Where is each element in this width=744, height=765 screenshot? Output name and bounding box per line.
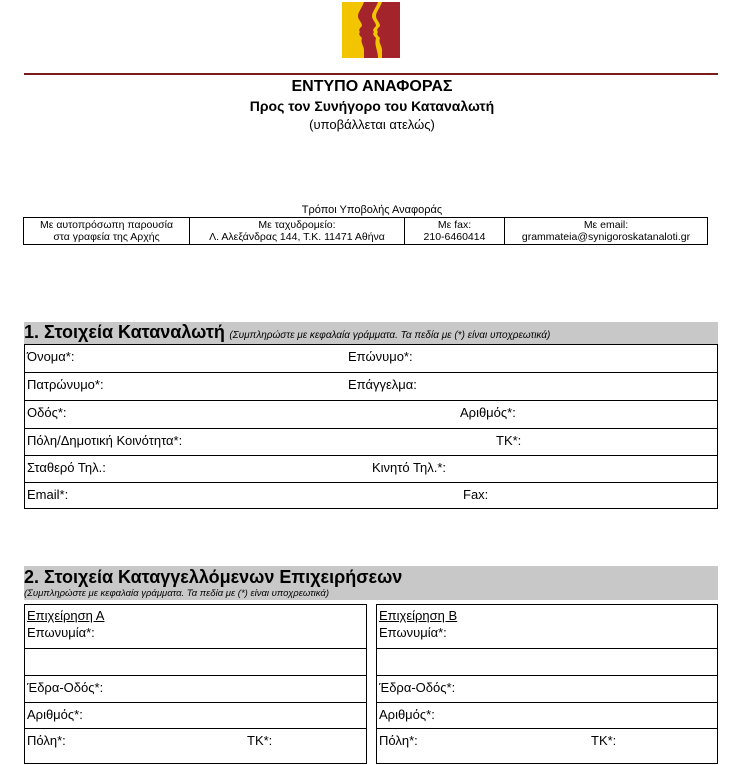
business-b-name-row xyxy=(377,605,717,648)
form-subtitle: Προς τον Συνήγορο του Καταναλωτή xyxy=(249,98,495,114)
street-field[interactable]: Οδός*: xyxy=(27,405,67,420)
section1-header xyxy=(24,322,718,344)
row-phones xyxy=(25,455,717,482)
business-a-number-field[interactable]: Αριθμός*: xyxy=(27,707,83,722)
row-father-profession xyxy=(25,372,717,400)
street-number-field[interactable]: Αριθμός*: xyxy=(460,405,516,420)
business-a-city-row xyxy=(25,728,366,765)
section2-instructions: (Συμπληρώστε με κεφαλαία γράμματα. Τα πεδία με (*) είναι υποχρεωτικά) xyxy=(24,588,329,599)
business-a-street-row xyxy=(25,675,366,702)
section1-instructions: (Συμπληρώστε με κεφαλαία γράμματα. Τα πεδία με (*) είναι υποχρεωτικά) xyxy=(229,330,551,341)
row-email-fax xyxy=(25,482,717,508)
business-b-name-extra-row[interactable] xyxy=(377,648,717,675)
method-post: Με ταχυδρομείο: Λ. Αλεξάνδρας 144, Τ.Κ. 11471 Αθήνα xyxy=(190,218,405,245)
last-name-field[interactable]: Επώνυμο*: xyxy=(348,349,413,364)
business-b-postcode-field[interactable]: ΤΚ*: xyxy=(591,733,617,748)
business-b-city-row xyxy=(377,728,717,765)
business-a-city-field[interactable]: Πόλη*: xyxy=(27,733,66,748)
city-field[interactable]: Πόλη/Δημοτική Κοινότητα*: xyxy=(27,433,183,448)
postcode-field[interactable]: ΤΚ*: xyxy=(496,433,522,448)
form-title: ΕΝΤΥΠΟ ΑΝΑΦΟΡΑΣ xyxy=(291,78,453,95)
landline-field[interactable]: Σταθερό Τηλ.: xyxy=(27,460,106,475)
business-b-name-field[interactable]: Επωνυμία*: xyxy=(379,625,447,640)
submission-methods-label: Τρόποι Υποβολής Αναφοράς xyxy=(301,204,443,216)
business-a-postcode-field[interactable]: ΤΚ*: xyxy=(247,733,273,748)
section2-header xyxy=(24,566,718,600)
business-a-name-field[interactable]: Επωνυμία*: xyxy=(27,625,95,640)
consumer-details-form xyxy=(24,344,718,509)
business-b-number-field[interactable]: Αριθμός*: xyxy=(379,707,435,722)
fax-field[interactable]: Fax: xyxy=(463,487,489,502)
business-b-form xyxy=(376,604,718,764)
row-address xyxy=(25,400,717,428)
business-b-number-row xyxy=(377,702,717,728)
fathers-name-field[interactable]: Πατρώνυμο*: xyxy=(27,377,104,392)
mobile-field[interactable]: Κινητό Τηλ.*: xyxy=(372,460,447,475)
form-note: (υποβάλλεται ατελώς) xyxy=(309,117,435,132)
profession-field[interactable]: Επάγγελμα: xyxy=(348,377,417,392)
consumer-ombudsman-logo xyxy=(342,2,400,58)
business-b-city-field[interactable]: Πόλη*: xyxy=(379,733,418,748)
business-b-street-row xyxy=(377,675,717,702)
section2-title: 2. Στοιχεία Καταγγελλόμενων Επιχειρήσεων xyxy=(24,567,403,587)
business-a-street-field[interactable]: Έδρα-Οδός*: xyxy=(27,680,104,695)
section1-title: 1. Στοιχεία Καταναλωτή xyxy=(24,322,225,342)
row-city xyxy=(25,428,717,455)
business-a-number-row xyxy=(25,702,366,728)
business-b-heading: Επιχείρηση Β xyxy=(379,608,458,623)
method-fax: Με fax: 210-6460414 xyxy=(405,218,505,245)
business-a-name-row xyxy=(25,605,366,648)
email-field[interactable]: Email*: xyxy=(27,487,69,502)
business-a-heading: Επιχείρηση Α xyxy=(27,608,105,623)
business-a-name-extra-row[interactable] xyxy=(25,648,366,675)
row-name xyxy=(25,345,717,372)
method-in-person: Με αυτοπρόσωπη παρουσία στα γραφεία της Αρχής xyxy=(24,218,190,245)
method-email: Με email: grammateia@synigoroskatanaloti.gr xyxy=(505,218,708,245)
submission-methods-table xyxy=(23,217,708,245)
header-rule xyxy=(24,73,718,75)
first-name-field[interactable]: Όνομα*: xyxy=(27,349,75,364)
business-a-form xyxy=(24,604,367,764)
business-b-street-field[interactable]: Έδρα-Οδός*: xyxy=(379,680,456,695)
